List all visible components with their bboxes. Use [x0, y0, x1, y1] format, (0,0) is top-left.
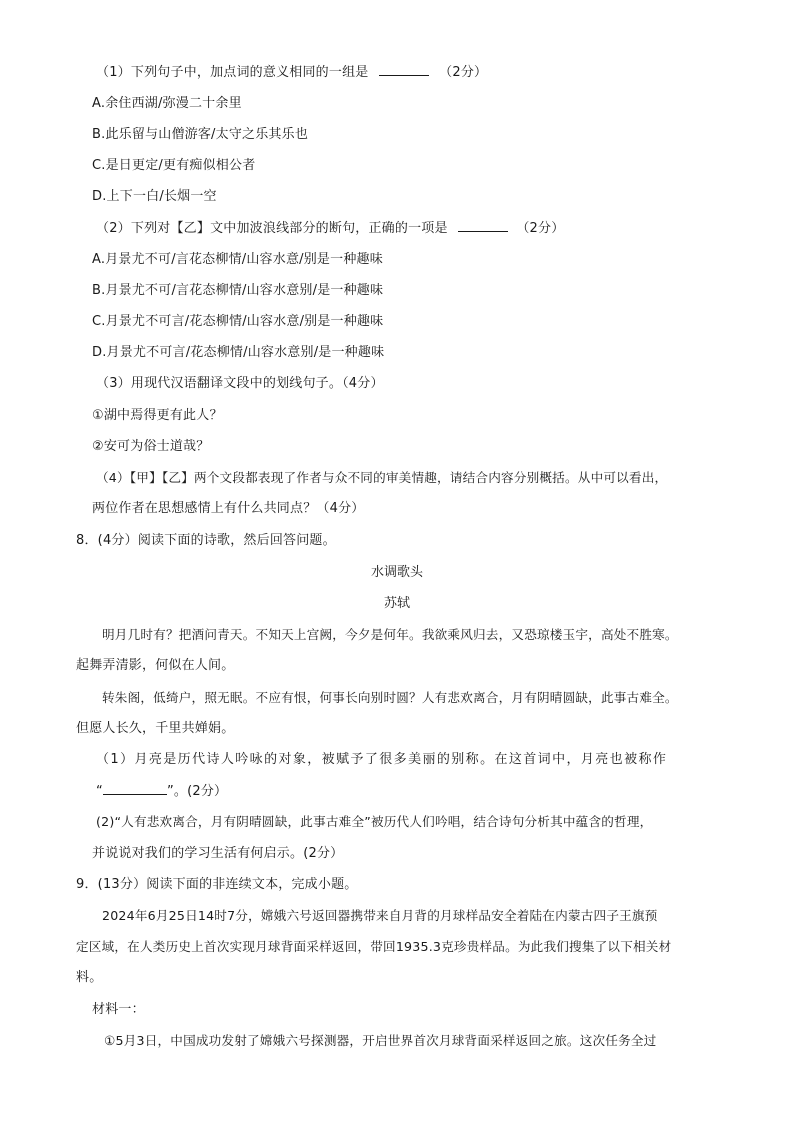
q9-para-line1: 2024年6月25日14时7分，嫦娥六号返回器携带来自月背的月球样品安全着陆在内蒙古四子王旗预 — [102, 908, 658, 923]
q7-sub2-stem-line — [96, 219, 564, 238]
q7-sub1-option-a: A.余住西湖/弥漫二十余里 — [92, 96, 242, 111]
q8-sub2-line2: 并说说对我们的学习生活有何启示。(2分） — [92, 846, 344, 861]
material-1-line1: ①5月3日，中国成功发射了嫦娥六号探测器，开启世界首次月球背面采样返回之旅。这次任务全过 — [104, 1033, 657, 1048]
q9-para-line3: 料。 — [76, 970, 103, 985]
q7-sub1-option-c: C.是日更定/更有痴似相公者 — [92, 158, 256, 173]
q8-stem: 8．(4分）阅读下面的诗歌，然后回答问题。 — [76, 533, 336, 548]
answer-blank[interactable] — [379, 63, 429, 76]
q7-sub2-option-d: D.月景尤不可言/花态柳情/山容水意别/是一种趣味 — [92, 345, 385, 360]
q7-sub4-line1: （4）【甲】【乙】两个文段都表现了作者与众不同的审美情趣，请结合内容分别概括。从中可以看出， — [96, 470, 668, 485]
q7-sub3-stem: （3）用现代汉语翻译文段中的划线句子。（4分） — [96, 376, 384, 391]
q7-sub2-score: （2分） — [516, 221, 565, 236]
poem-author: 苏轼 — [383, 596, 410, 611]
q7-sub1-option-b: B.此乐留与山僧游客/太守之乐其乐也 — [92, 127, 309, 142]
q7-sub1-option-d: D.上下一白/长烟一空 — [92, 189, 217, 204]
q7-sub2-option-c: C.月景尤不可言/花态柳情/山容水意/别是一种趣味 — [92, 314, 384, 329]
q7-sub3-item-2: ②安可为俗士道哉？ — [92, 439, 210, 454]
poem-line-4: 但愿人长久，千里共婵娟。 — [76, 721, 235, 736]
q8-sub1-line1: （1）月亮是历代诗人吟咏的对象，被赋予了很多美丽的别称。在这首词中，月亮也被称作 — [96, 752, 668, 767]
q7-sub1-stem-line — [96, 63, 487, 82]
q7-sub1-stem: （1）下列句子中，加点词的意义相同的一组是 — [96, 65, 369, 80]
q7-sub1-score: （2分） — [439, 65, 488, 80]
poem-title: 水调歌头 — [370, 565, 423, 580]
answer-blank[interactable] — [103, 782, 167, 795]
answer-blank[interactable] — [458, 219, 508, 232]
poem-line-1: 明月几时有？把酒问青天。不知天上宫阙，今夕是何年。我欲乘风归去，又恐琼楼玉宇，高处不胜寒。 — [102, 627, 678, 642]
q9-para-line2: 定区域，在人类历史上首次实现月球背面采样返回，带回1935.3克珍贵样品。为此我们搜集了以下相关材 — [76, 939, 672, 954]
q7-sub2-option-b: B.月景尤不可/言花态柳情/山容水意别/是一种趣味 — [92, 283, 384, 298]
poem-line-2: 起舞弄清影，何似在人间。 — [76, 658, 235, 673]
open-quote: “ — [96, 784, 103, 799]
q7-sub2-option-a: A.月景尤不可/言花态柳情/山容水意/别是一种趣味 — [92, 252, 383, 267]
q7-sub4-line2: 两位作者在思想感情上有什么共同点？（4分） — [92, 501, 365, 516]
q7-sub3-item-1: ①湖中焉得更有此人？ — [92, 408, 223, 423]
q7-sub2-stem: （2）下列对【乙】文中加波浪线部分的断句，正确的一项是 — [96, 221, 448, 236]
poem-line-3: 转朱阁，低绮户，照无眠。不应有恨，何事长向别时圆？人有悲欢离合，月有阴晴圆缺，此事古难全。 — [102, 690, 678, 705]
q8-sub1-line2 — [96, 782, 227, 801]
q8-sub2-line1: (2)“人有悲欢离合，月有阴晴圆缺，此事古难全”被历代人们吟唱，结合诗句分析其中蕴含的哲理， — [96, 814, 653, 829]
material-label: 材料一： — [92, 1002, 145, 1017]
q9-stem: 9．(13分）阅读下面的非连续文本，完成小题。 — [76, 877, 358, 892]
q8-sub1-score: ”。(2分） — [166, 784, 228, 799]
